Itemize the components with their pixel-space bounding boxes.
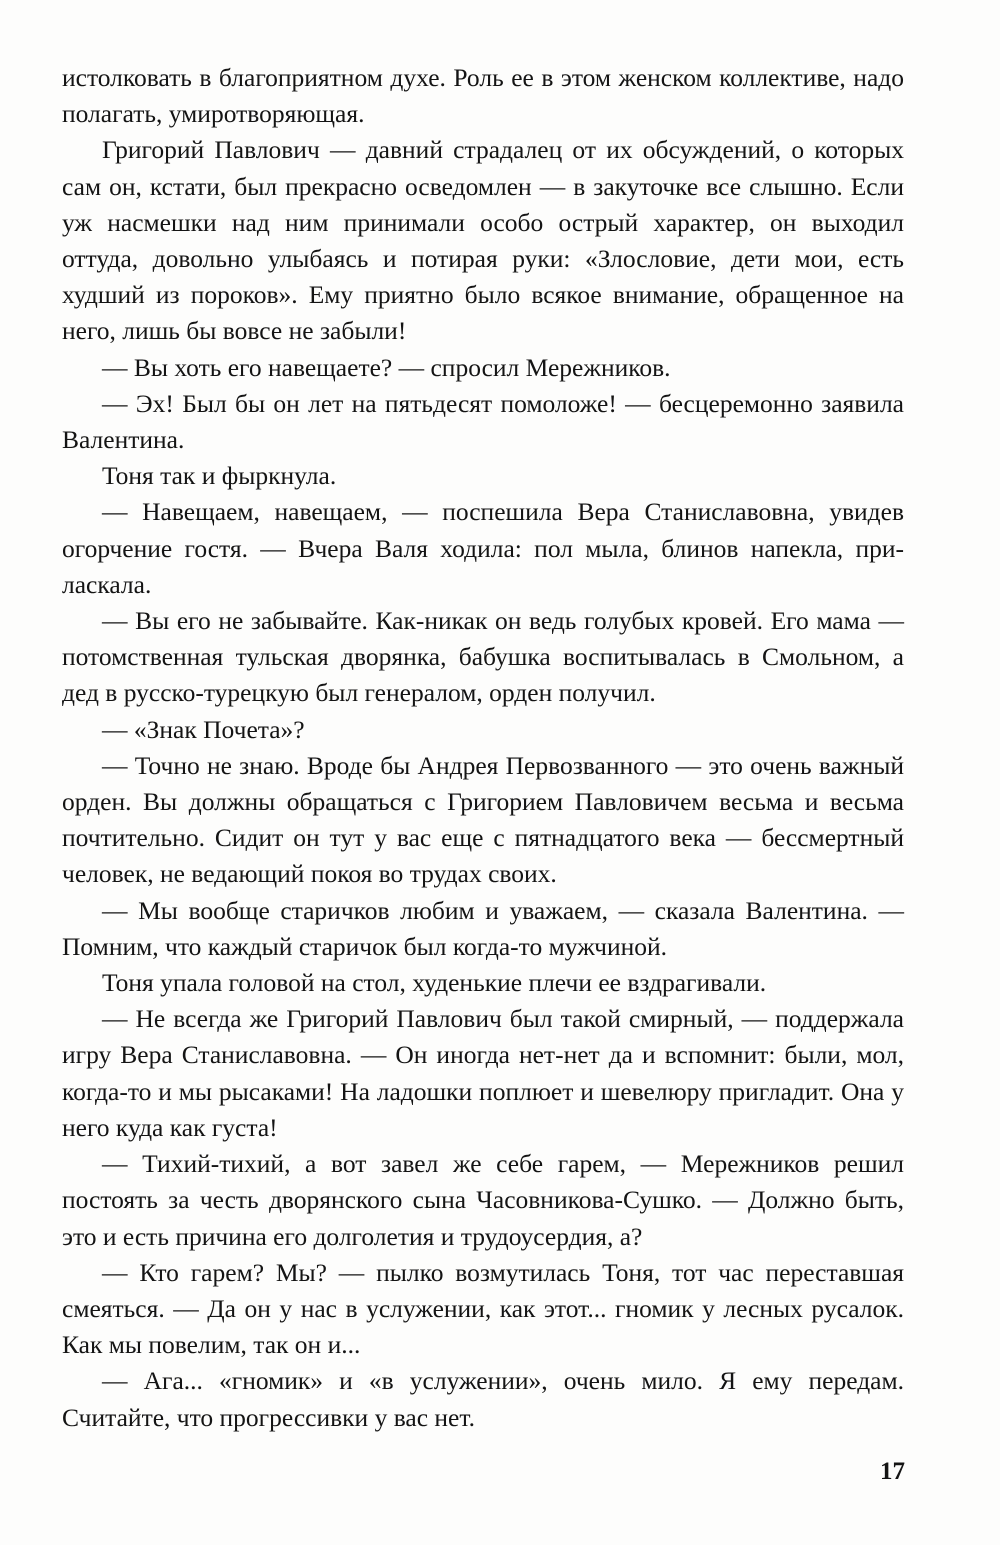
dialogue-line: — Вы его не забывайте. Как-никак он ведь голубых кровей. Его мама — потомственная тульская дворянка, бабушка воспитывалась в Смольном, а дед в русско-турецкую был генералом, орден получил. <box>62 606 904 708</box>
dialogue-line: — Ага... «гномик» и «в услужении», очень мило. Я ему передам. Считайте, что прогрессивки у вас нет. <box>62 1366 904 1432</box>
dialogue-line: — Навещаем, навещаем, — поспешила Вера Станиславовна, увидев огорчение гостя. — Вчера Валя ходила: пол мыла, блинов напекла, приласкала. <box>62 497 904 599</box>
dialogue-line: — Эх! Был бы он лет на пятьдесят помоложе! — бесцеремонно заявила Валентина. <box>62 388 904 455</box>
page-body-text <box>62 60 904 1436</box>
dialogue-line: — Не всегда же Григорий Павлович был такой смирный, — поддержала игру Вера Станиславовна. — Он иногда нет-нет да и вспомнит: были, мол, когда-то и мы рысаками! На ладошки поплюет и шевелюру пригладит. Она у него куда как густа! <box>62 1004 904 1142</box>
page-number: 17 <box>880 1458 905 1485</box>
dialogue-line: — Вы хоть его навещаете? — спросил Мережников. <box>102 352 671 382</box>
dialogue-line: — Точно не знаю. Вроде бы Андрея Первозванного — это очень важный орден. Вы должны обращаться с Григорием Павловичем весьма и весьма почтительно. Сидит он тут у вас еще с пятнадцатого века — бессмертный человек, не ведающий покоя во трудах своих. <box>62 750 904 889</box>
paragraph: Тоня упала головой на стол, худенькие плечи ее вздрагивали. <box>102 968 767 998</box>
paragraph: Тоня так и фыркнула. <box>102 461 337 491</box>
dialogue-line: — Кто гарем? Мы? — пылко возмутилась Тоня, тот час переставшая смеяться. — Да он у нас в услужении, как этот... гномик у лесных русалок. Как мы повелим, так он и... <box>62 1257 904 1360</box>
dialogue-line: — Тихий-тихий, а вот завел же себе гарем, — Мережников решил постоять за честь дворянского сына Часовникова-Сушко. — Должно быть, это и есть причина его долголетия и трудоусердия, а? <box>62 1149 904 1251</box>
dialogue-line: — «Знак Почета»? <box>102 714 305 744</box>
dialogue-line: — Мы вообще старичков любим и уважаем, — сказала Валентина. — Помним, что каждый старичок был когда-то мужчиной. <box>62 895 904 961</box>
paragraph: Григорий Павлович — давний страдалец от их обсуждений, о которых сам он, кстати, был прекрасно осведомлен — в закуточке все слышно. Если уж насмешки над ним принимали особо острый характер, он выходил оттуда, довольно улыбаясь и потирая руки: «Злословие, дети мои, есть худший из пороков». Ему приятно было всякое внимание, обращенное на него, лишь бы вовсе не забыли! <box>62 135 904 346</box>
paragraph-continuation: истолковать в благоприятном духе. Роль ее в этом женском коллективе, надо полагать, умиротворяющая. <box>62 63 904 129</box>
